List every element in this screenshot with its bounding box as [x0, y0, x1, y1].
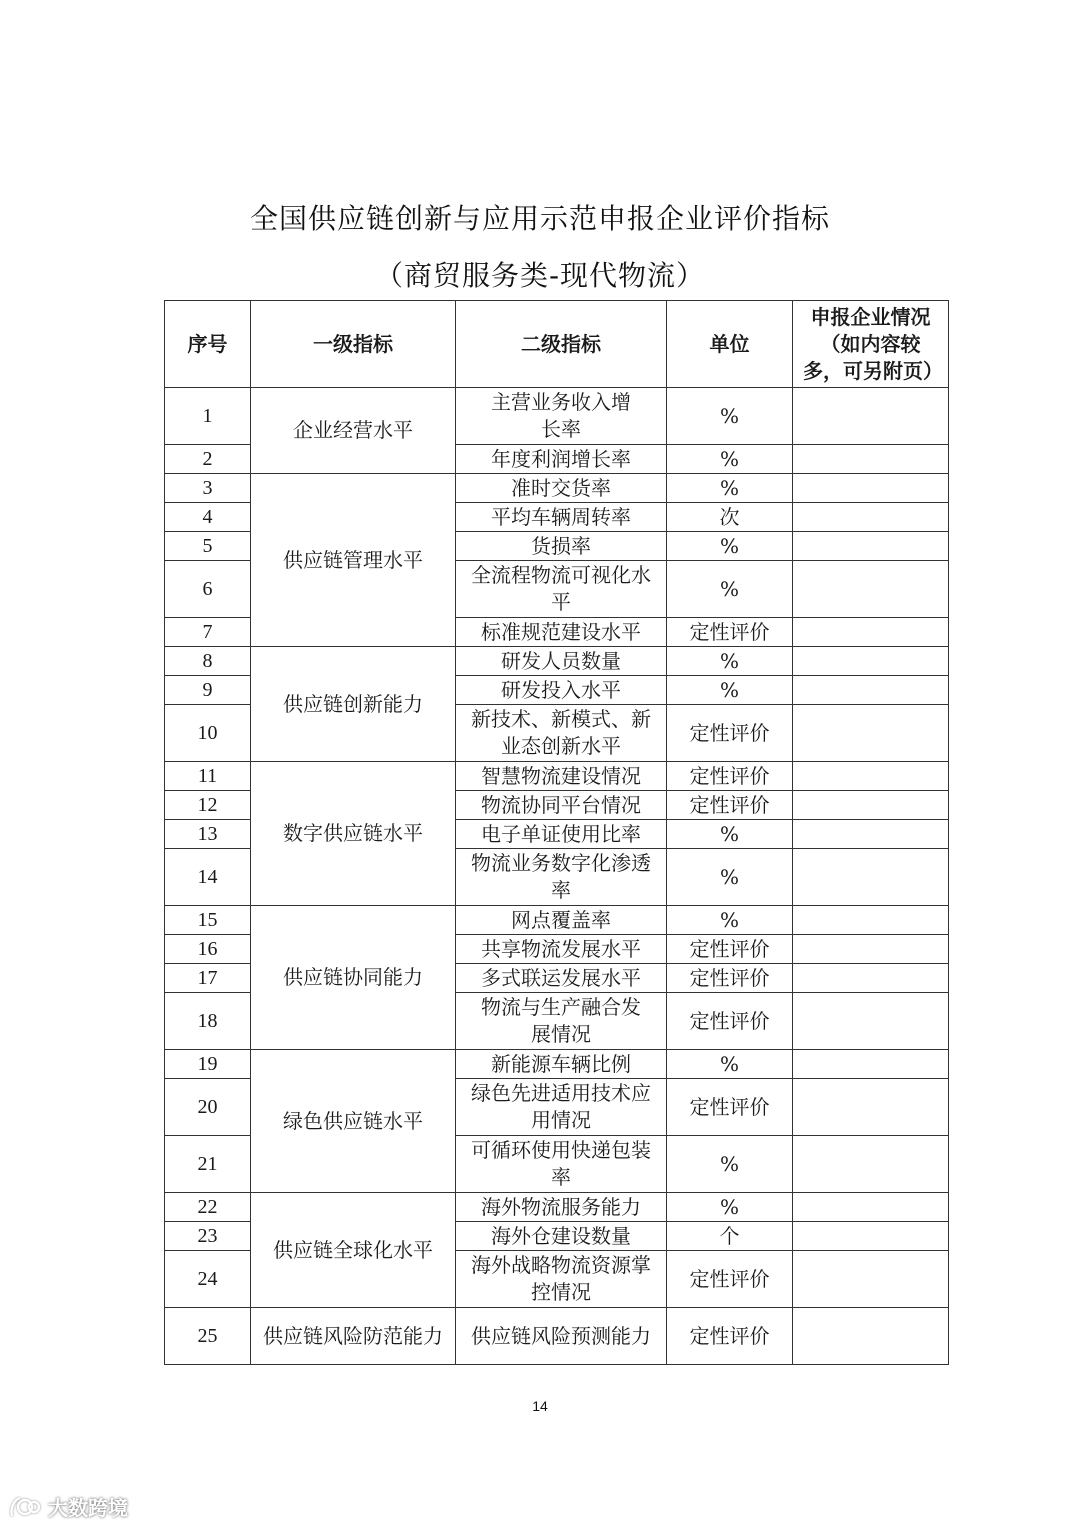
- row-indicator: 多式联运发展水平: [456, 964, 667, 993]
- table-row: [165, 474, 949, 503]
- row-seq: 10: [165, 705, 251, 762]
- row-unit: 定性评价: [667, 935, 793, 964]
- table-header-row: [165, 301, 949, 388]
- row-status-input[interactable]: [793, 791, 949, 820]
- header-status: 申报企业情况（如内容较多，可另附页）: [793, 301, 949, 388]
- row-seq: 4: [165, 503, 251, 532]
- row-indicator: 海外物流服务能力: [456, 1193, 667, 1222]
- row-status-input[interactable]: [793, 1222, 949, 1251]
- row-unit: %: [667, 1136, 793, 1193]
- row-indicator: 海外仓建设数量: [456, 1222, 667, 1251]
- row-seq: 21: [165, 1136, 251, 1193]
- indicator-table: [164, 300, 949, 1365]
- document-subtitle: （商贸服务类-现代物流）: [374, 259, 706, 292]
- row-status-input[interactable]: [793, 532, 949, 561]
- row-unit: 定性评价: [667, 705, 793, 762]
- row-seq: 1: [165, 388, 251, 445]
- row-unit: %: [667, 647, 793, 676]
- row-unit: 定性评价: [667, 964, 793, 993]
- row-status-input[interactable]: [793, 1079, 949, 1136]
- row-indicator: 标准规范建设水平: [456, 618, 667, 647]
- row-indicator: 电子单证使用比率: [456, 820, 667, 849]
- row-status-input[interactable]: [793, 935, 949, 964]
- row-indicator: 研发人员数量: [456, 647, 667, 676]
- header-level2: 二级指标: [456, 301, 667, 388]
- row-status-input[interactable]: [793, 1308, 949, 1365]
- row-status-input[interactable]: [793, 906, 949, 935]
- group-name: 供应链创新能力: [251, 647, 456, 762]
- row-status-input[interactable]: [793, 388, 949, 445]
- row-status-input[interactable]: [793, 1050, 949, 1079]
- row-unit: %: [667, 532, 793, 561]
- row-indicator: 新技术、新模式、新业态创新水平: [456, 705, 667, 762]
- table-row: [165, 1308, 949, 1365]
- row-unit: 定性评价: [667, 1079, 793, 1136]
- row-indicator: 研发投入水平: [456, 676, 667, 705]
- header-level1: 一级指标: [251, 301, 456, 388]
- row-indicator: 绿色先进适用技术应用情况: [456, 1079, 667, 1136]
- table-row: [165, 388, 949, 445]
- row-seq: 17: [165, 964, 251, 993]
- row-indicator: 可循环使用快递包装率: [456, 1136, 667, 1193]
- row-indicator: 物流协同平台情况: [456, 791, 667, 820]
- row-seq: 15: [165, 906, 251, 935]
- row-status-input[interactable]: [793, 993, 949, 1050]
- row-indicator: 货损率: [456, 532, 667, 561]
- row-status-input[interactable]: [793, 964, 949, 993]
- row-status-input[interactable]: [793, 647, 949, 676]
- group-name: 供应链全球化水平: [251, 1193, 456, 1308]
- row-seq: 3: [165, 474, 251, 503]
- row-status-input[interactable]: [793, 705, 949, 762]
- row-indicator: 年度利润增长率: [456, 445, 667, 474]
- row-status-input[interactable]: [793, 1193, 949, 1222]
- row-seq: 11: [165, 762, 251, 791]
- group-name: 供应链风险防范能力: [251, 1308, 456, 1365]
- row-unit: %: [667, 445, 793, 474]
- row-seq: 23: [165, 1222, 251, 1251]
- row-unit: 次: [667, 503, 793, 532]
- row-unit: 定性评价: [667, 618, 793, 647]
- document-title: 全国供应链创新与应用示范申报企业评价指标: [249, 202, 830, 235]
- row-indicator: 准时交货率: [456, 474, 667, 503]
- row-unit: %: [667, 1193, 793, 1222]
- row-status-input[interactable]: [793, 445, 949, 474]
- row-unit: 定性评价: [667, 791, 793, 820]
- row-seq: 9: [165, 676, 251, 705]
- row-indicator: 网点覆盖率: [456, 906, 667, 935]
- row-unit: %: [667, 474, 793, 503]
- row-unit: %: [667, 820, 793, 849]
- row-indicator: 主营业务收入增长率: [456, 388, 667, 445]
- row-status-input[interactable]: [793, 762, 949, 791]
- row-unit: %: [667, 1050, 793, 1079]
- row-status-input[interactable]: [793, 618, 949, 647]
- row-status-input[interactable]: [793, 820, 949, 849]
- row-indicator: 平均车辆周转率: [456, 503, 667, 532]
- row-seq: 12: [165, 791, 251, 820]
- row-indicator: 全流程物流可视化水平: [456, 561, 667, 618]
- row-unit: %: [667, 906, 793, 935]
- row-indicator: 物流业务数字化渗透率: [456, 849, 667, 906]
- group-name: 数字供应链水平: [251, 762, 456, 906]
- row-seq: 2: [165, 445, 251, 474]
- row-seq: 20: [165, 1079, 251, 1136]
- row-status-input[interactable]: [793, 849, 949, 906]
- table-row: [165, 1050, 949, 1079]
- row-seq: 13: [165, 820, 251, 849]
- row-unit: 个: [667, 1222, 793, 1251]
- group-name: 供应链协同能力: [251, 906, 456, 1050]
- row-indicator: 物流与生产融合发展情况: [456, 993, 667, 1050]
- row-status-input[interactable]: [793, 503, 949, 532]
- table-row: [165, 1193, 949, 1222]
- table-row: [165, 647, 949, 676]
- row-status-input[interactable]: [793, 1136, 949, 1193]
- row-unit: 定性评价: [667, 993, 793, 1050]
- row-indicator: 海外战略物流资源掌控情况: [456, 1251, 667, 1308]
- row-seq: 6: [165, 561, 251, 618]
- row-indicator: 共享物流发展水平: [456, 935, 667, 964]
- row-unit: %: [667, 676, 793, 705]
- row-seq: 8: [165, 647, 251, 676]
- row-unit: %: [667, 388, 793, 445]
- row-indicator: 智慧物流建设情况: [456, 762, 667, 791]
- row-unit: 定性评价: [667, 1251, 793, 1308]
- row-unit: 定性评价: [667, 762, 793, 791]
- row-unit: 定性评价: [667, 1308, 793, 1365]
- row-status-input[interactable]: [793, 676, 949, 705]
- row-seq: 24: [165, 1251, 251, 1308]
- group-name: 供应链管理水平: [251, 474, 456, 647]
- row-unit: %: [667, 849, 793, 906]
- row-seq: 16: [165, 935, 251, 964]
- row-seq: 7: [165, 618, 251, 647]
- row-seq: 19: [165, 1050, 251, 1079]
- row-status-input[interactable]: [793, 474, 949, 503]
- group-name: 企业经营水平: [251, 388, 456, 474]
- table-row: [165, 906, 949, 935]
- row-seq: 22: [165, 1193, 251, 1222]
- page-number: 14: [532, 1398, 548, 1414]
- watermark-logo-icon: [8, 1494, 42, 1520]
- row-seq: 14: [165, 849, 251, 906]
- row-unit: %: [667, 561, 793, 618]
- row-seq: 25: [165, 1308, 251, 1365]
- row-seq: 5: [165, 532, 251, 561]
- header-seq: 序号: [165, 301, 251, 388]
- watermark: [8, 1492, 128, 1521]
- row-status-input[interactable]: [793, 561, 949, 618]
- watermark-text: 大数跨境: [48, 1496, 128, 1520]
- header-unit: 单位: [667, 301, 793, 388]
- row-indicator: 新能源车辆比例: [456, 1050, 667, 1079]
- table-row: [165, 762, 949, 791]
- group-name: 绿色供应链水平: [251, 1050, 456, 1193]
- row-status-input[interactable]: [793, 1251, 949, 1308]
- row-seq: 18: [165, 993, 251, 1050]
- row-indicator: 供应链风险预测能力: [456, 1308, 667, 1365]
